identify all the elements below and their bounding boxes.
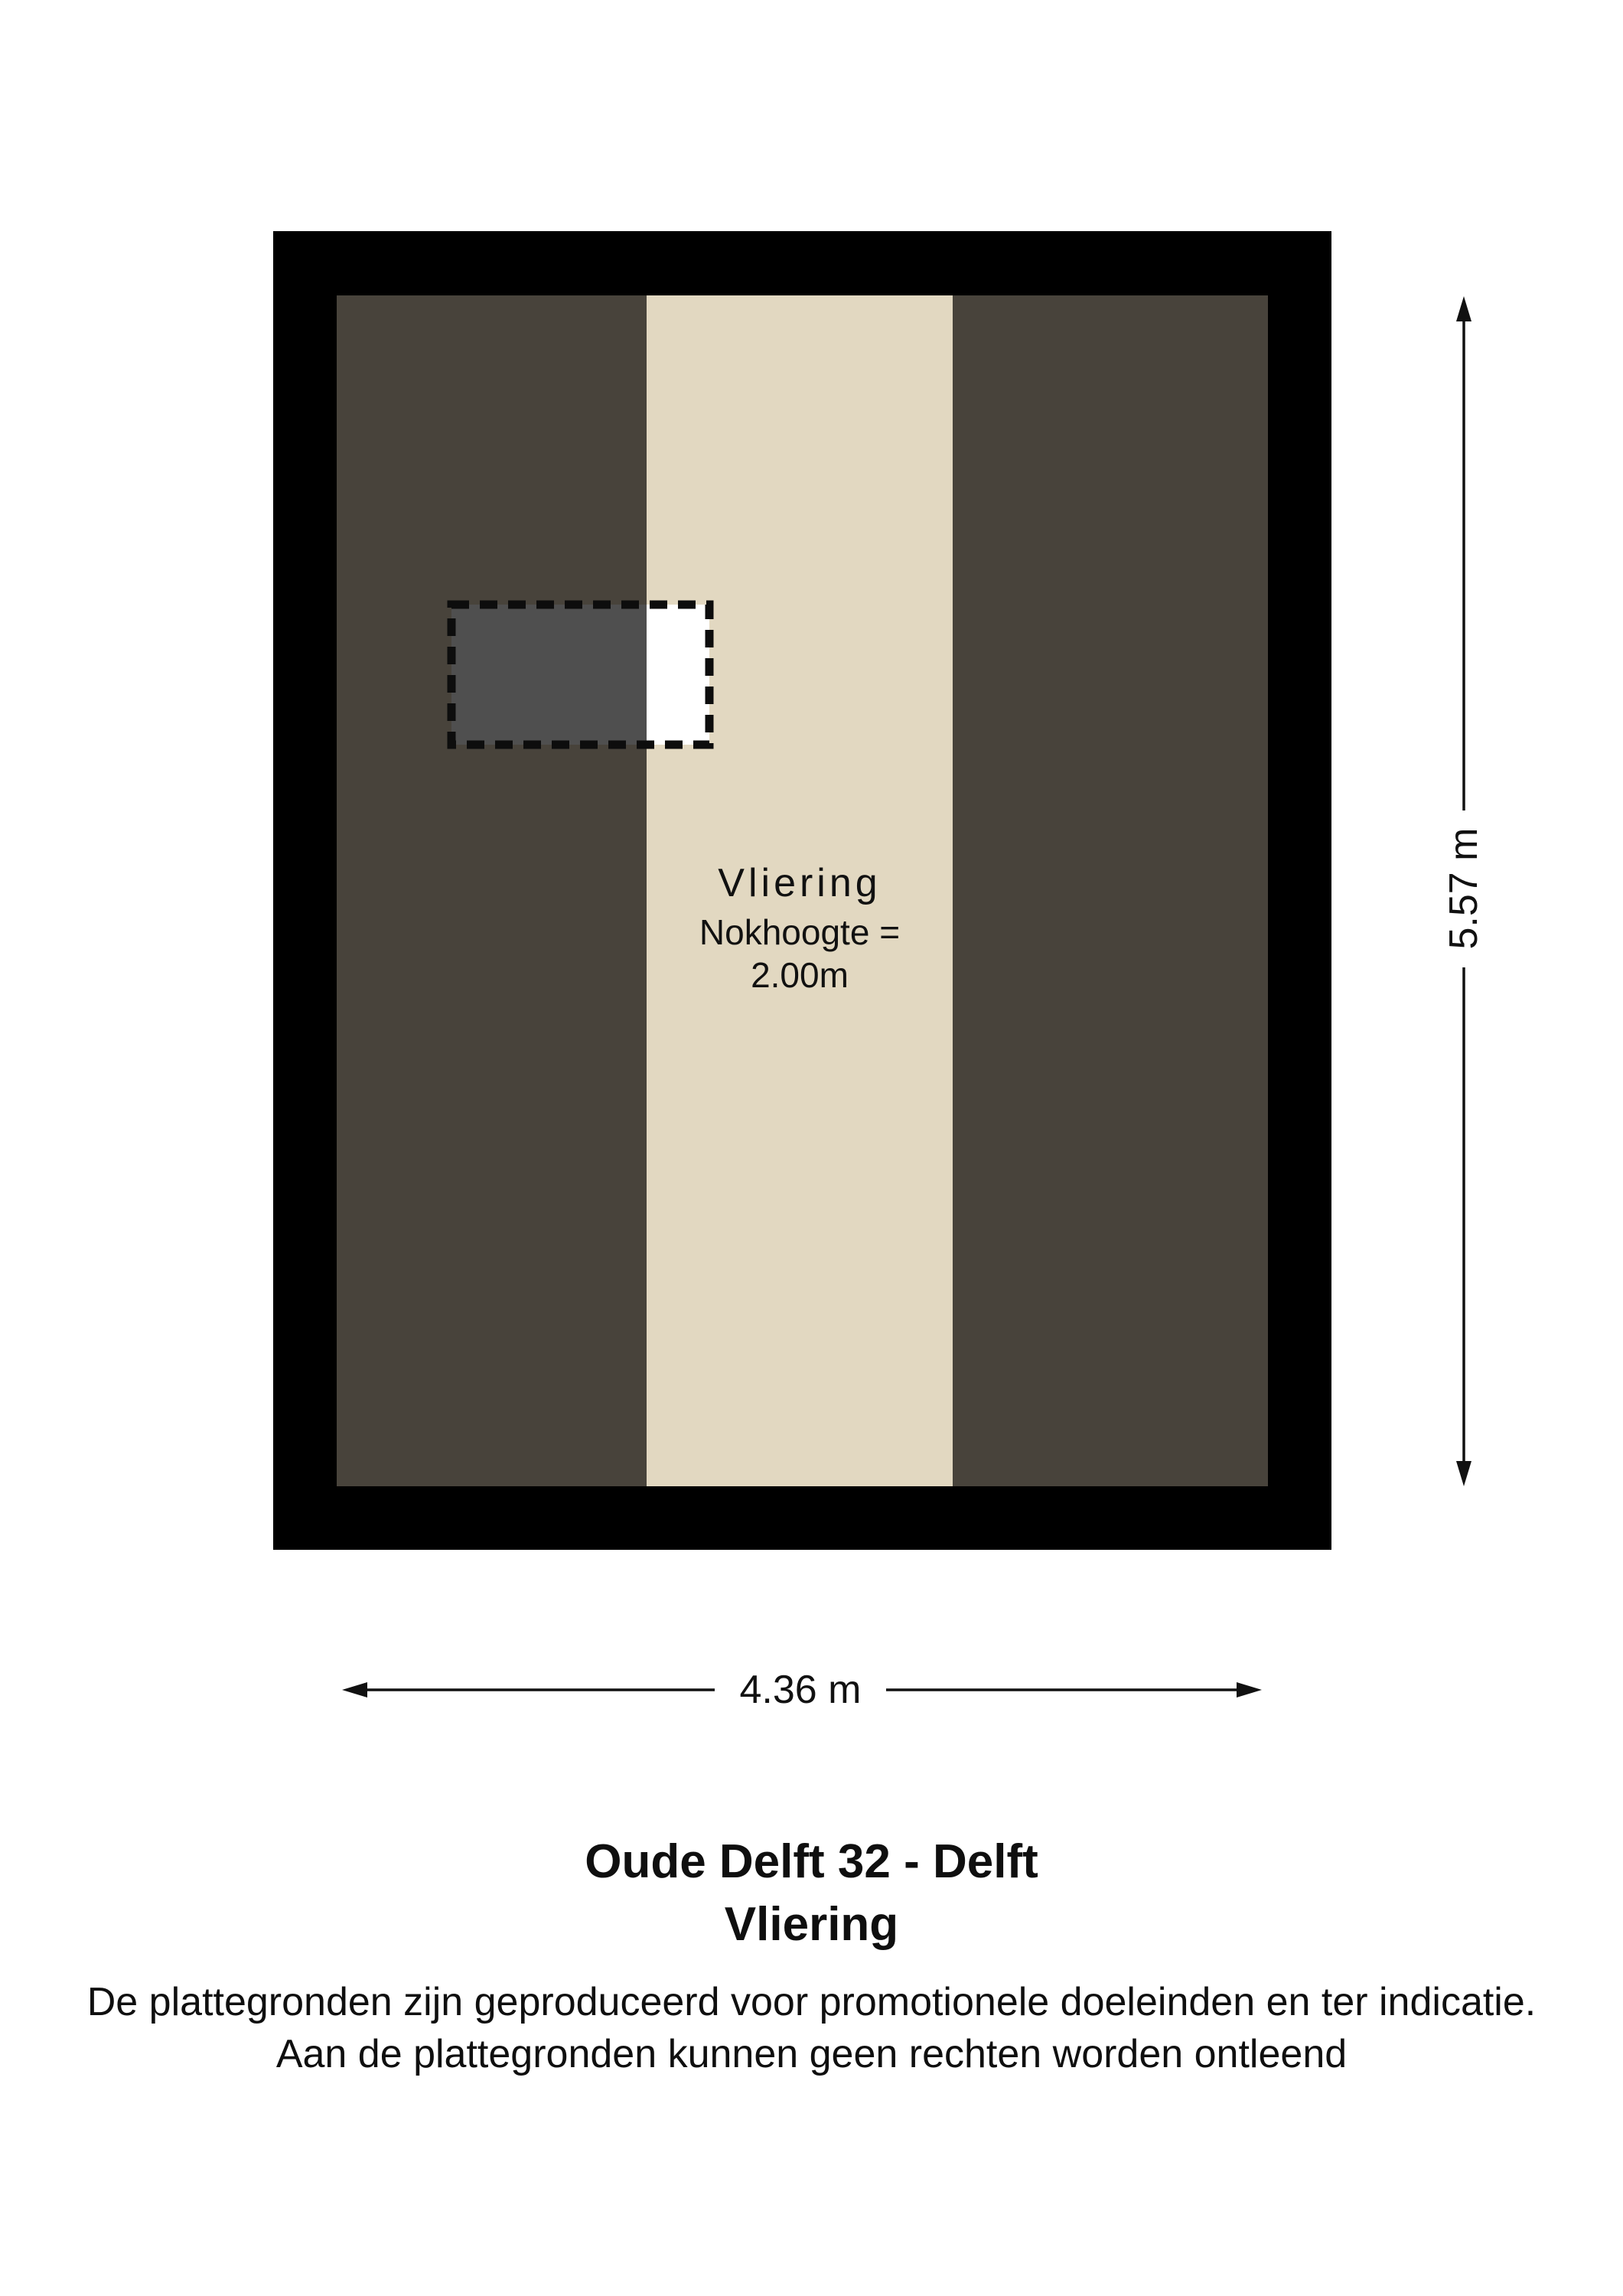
width-dimension <box>337 1668 1267 1713</box>
arrow-down-icon <box>1456 1461 1471 1486</box>
disclaimer-line-1: De plattegronden zijn geproduceerd voor promotionele doeleinden en ter indicatie. <box>86 1980 1537 2024</box>
room-label-group <box>647 859 953 996</box>
disclaimer-line-2: Aan de plattegronden kunnen geen rechten worden ontleend <box>275 2032 1348 2076</box>
arrow-up-icon <box>1456 296 1471 321</box>
title-floor: Vliering <box>724 1898 899 1951</box>
width-dimension-label: 4.36 m <box>739 1668 862 1712</box>
title-address: Oude Delft 32 - Delft <box>585 1835 1038 1888</box>
room-name: Vliering <box>718 861 882 905</box>
arrow-right-icon <box>1237 1682 1262 1698</box>
disclaimer <box>0 1976 1623 2080</box>
height-dimension <box>1437 291 1492 1496</box>
height-dimension-label: 5.57 m <box>1442 827 1486 950</box>
room-ridge-height-note: Nokhoogte = 2.00m <box>699 912 901 995</box>
page-title <box>0 1831 1623 1956</box>
hatch-opening-dashed-outline <box>443 596 718 753</box>
dashed-rect-icon <box>451 605 709 745</box>
arrow-left-icon <box>342 1682 367 1698</box>
